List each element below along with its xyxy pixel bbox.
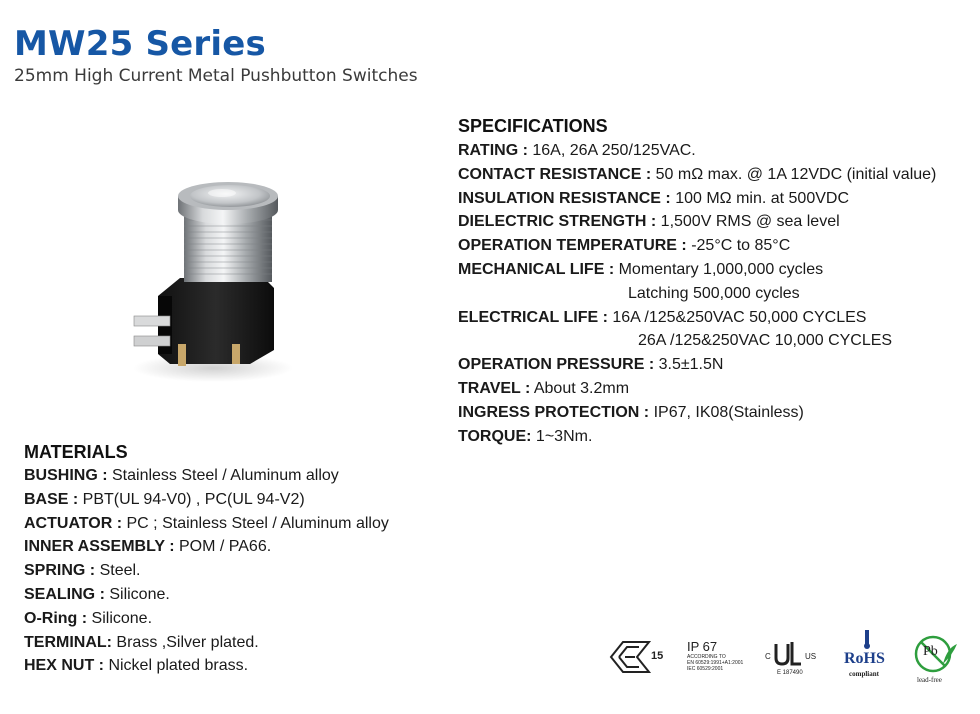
material-value: POM / PA66. xyxy=(174,538,272,556)
culus-mark xyxy=(765,638,821,680)
enec-mark xyxy=(609,636,665,678)
pushbutton-switch-illustration xyxy=(118,168,298,388)
spec-value: IP67, IK08(Stainless) xyxy=(649,403,804,421)
spec-label: ELECTRICAL LIFE : xyxy=(458,308,608,326)
spec-row-rating xyxy=(458,139,973,163)
material-row-hex-nut xyxy=(24,654,444,678)
spec-label: DIELECTRIC STRENGTH : xyxy=(458,213,657,231)
ul-us: US xyxy=(805,652,817,661)
material-row-inner-assembly xyxy=(24,535,444,559)
spec-row-electrical-life-cont xyxy=(458,329,973,353)
material-row-actuator xyxy=(24,512,444,536)
material-value: Silicone. xyxy=(104,585,170,603)
material-label: O-Ring : xyxy=(24,609,88,627)
ul-logo-icon xyxy=(773,640,803,668)
pb-symbol: Pb xyxy=(923,644,938,659)
material-value: PBT(UL 94-V0) , PC(UL 94-V2) xyxy=(78,490,305,508)
spec-value: 1~3Nm. xyxy=(531,427,593,445)
enec-number: 15 xyxy=(651,650,664,662)
material-label: SEALING : xyxy=(24,585,105,603)
material-value: Brass ,Silver plated. xyxy=(111,633,259,651)
material-row-sealing xyxy=(24,583,444,607)
ip-line-2: EN 60529:1991+A1:2001 xyxy=(687,660,744,666)
spec-value: 26A /125&250VAC 10,000 CYCLES xyxy=(638,332,893,350)
rohs-figure-icon xyxy=(861,630,873,650)
spec-value: 16A /125&250VAC 50,000 CYCLES xyxy=(607,308,867,326)
material-row-spring xyxy=(24,559,444,583)
spec-label: RATING : xyxy=(458,142,528,159)
material-row-terminal xyxy=(24,631,444,655)
product-image xyxy=(118,168,298,388)
material-row-base xyxy=(24,488,444,512)
spec-row-electrical-life xyxy=(458,306,973,330)
spec-label: MECHANICAL LIFE : xyxy=(458,260,615,278)
material-value: Stainless Steel / Aluminum alloy xyxy=(107,467,339,484)
spec-value: About 3.2mm xyxy=(530,379,630,397)
material-value: Steel. xyxy=(95,562,141,580)
spec-row-dielectric-strength xyxy=(458,210,973,234)
materials-section xyxy=(24,440,444,678)
material-label: HEX NUT : xyxy=(24,657,104,675)
spec-value: 16A, 26A 250/125VAC. xyxy=(527,142,696,159)
spec-value: Latching 500,000 cycles xyxy=(628,284,800,302)
spec-value: 100 MΩ min. at 500VDC xyxy=(670,189,850,207)
spec-row-travel xyxy=(458,377,973,401)
spec-row-operation-temperature xyxy=(458,234,973,258)
page-title: MW25 Series xyxy=(14,24,266,64)
spec-row-insulation-resistance xyxy=(458,187,973,211)
spec-label: OPERATION TEMPERATURE : xyxy=(458,237,687,255)
material-label: SPRING : xyxy=(24,562,96,580)
certification-marks xyxy=(605,628,975,688)
ip-rating: IP 67 xyxy=(687,639,718,654)
material-label: BUSHING : xyxy=(24,467,108,484)
spec-row-operation-pressure xyxy=(458,353,973,377)
rohs-sub: compliant xyxy=(849,670,879,678)
material-value: Nickel plated brass. xyxy=(104,657,249,675)
spec-label: TRAVEL : xyxy=(458,379,531,397)
spec-label: OPERATION PRESSURE : xyxy=(458,356,655,374)
spec-label: CONTACT RESISTANCE : xyxy=(458,165,652,183)
spec-label: TORQUE: xyxy=(458,427,532,445)
material-label: ACTUATOR : xyxy=(24,514,123,532)
spec-value: 50 mΩ max. @ 1A 12VDC (initial value) xyxy=(651,165,937,183)
ip67-mark xyxy=(687,640,759,672)
ul-c: C xyxy=(765,652,771,661)
material-row-bushing xyxy=(24,464,444,488)
ip-line-1: ACCORDING TO xyxy=(687,654,726,660)
spec-value: -25°C to 85°C xyxy=(686,237,791,255)
material-label: BASE : xyxy=(24,490,79,508)
spec-label: INSULATION RESISTANCE : xyxy=(458,189,671,207)
spec-label: INGRESS PROTECTION : xyxy=(458,403,650,421)
spec-row-ingress-protection xyxy=(458,401,973,425)
spec-row-mechanical-life-cont xyxy=(458,282,973,306)
spec-row-mechanical-life xyxy=(458,258,973,282)
rohs-mark xyxy=(841,630,895,684)
lead-free-label: lead-free xyxy=(917,676,942,684)
ul-file-number: E 187490 xyxy=(777,670,803,676)
spec-value: 1,500V RMS @ sea level xyxy=(656,213,840,231)
spec-value: Momentary 1,000,000 cycles xyxy=(614,260,824,278)
specifications-section xyxy=(458,114,973,448)
spec-value: 3.5±1.5N xyxy=(654,356,724,374)
ip-line-3: IEC 60529:2001 xyxy=(687,666,724,672)
rohs-label: RoHS xyxy=(844,650,885,667)
page-subtitle: 25mm High Current Metal Pushbutton Switches xyxy=(14,66,418,86)
lead-free-mark xyxy=(911,634,961,688)
material-label: INNER ASSEMBLY : xyxy=(24,538,175,556)
materials-heading: MATERIALS xyxy=(24,442,128,462)
material-value: Silicone. xyxy=(87,609,153,627)
spec-row-contact-resistance xyxy=(458,163,973,187)
spec-row-torque xyxy=(458,425,973,449)
material-value: PC ; Stainless Steel / Aluminum alloy xyxy=(122,514,389,532)
material-label: TERMINAL: xyxy=(24,633,112,651)
material-row-o-ring xyxy=(24,607,444,631)
specifications-heading: SPECIFICATIONS xyxy=(458,116,608,136)
